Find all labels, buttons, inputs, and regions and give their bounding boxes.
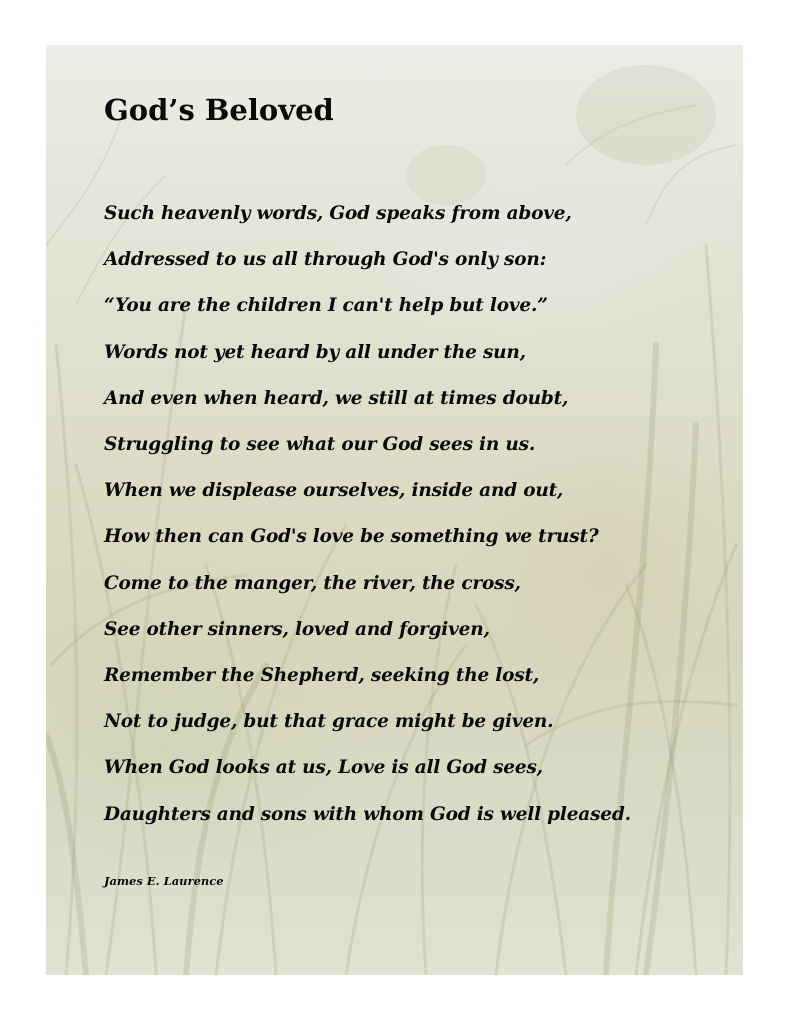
poem-line: When God looks at us, Love is all God sees, <box>104 757 543 779</box>
poem-line: When we displease ourselves, inside and out, <box>104 480 564 502</box>
poem-line: Struggling to see what our God sees in us. <box>104 434 536 456</box>
poem-line: Words not yet heard by all under the sun, <box>104 341 526 363</box>
author-signature: James E. Laurence <box>104 874 224 888</box>
poem-line: Addressed to us all through God's only son: <box>104 249 547 271</box>
poem-line: Not to judge, but that grace might be given. <box>104 711 554 733</box>
poem-line: “You are the children I can't help but love.” <box>104 295 548 317</box>
poem-line: And even when heard, we still at times doubt, <box>104 387 569 409</box>
poem-line: Remember the Shepherd, seeking the lost, <box>104 665 540 687</box>
poem-line: How then can God's love be something we trust? <box>104 526 599 548</box>
poem-body <box>104 191 631 838</box>
poem-line: Such heavenly words, God speaks from above, <box>104 203 572 224</box>
poem-title: God’s Beloved <box>104 93 334 127</box>
poem-line: Come to the manger, the river, the cross, <box>104 572 521 594</box>
poem-page <box>46 45 743 975</box>
poem-line: See other sinners, loved and forgiven, <box>104 618 490 640</box>
poem-line: Daughters and sons with whom God is well pleased. <box>104 803 631 825</box>
